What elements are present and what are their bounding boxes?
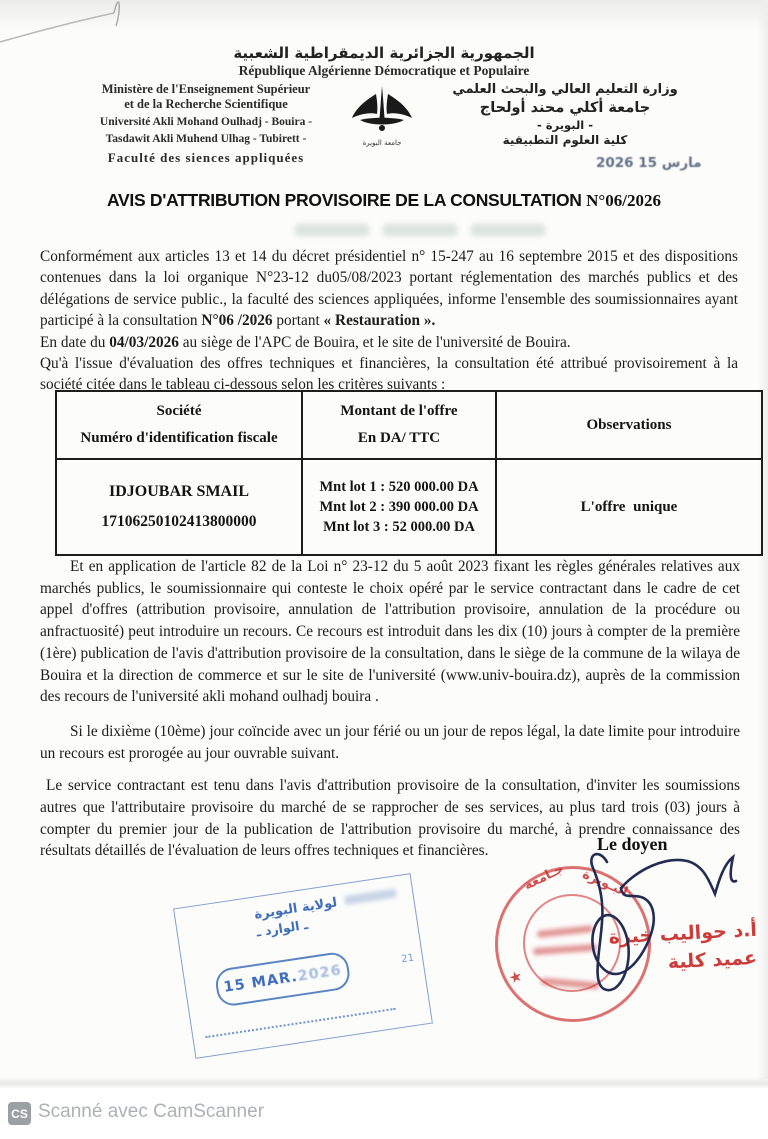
stamp-faded-text (344, 888, 397, 905)
column-header: Montant de l'offre (340, 403, 458, 419)
cell-company (56, 459, 302, 555)
stamp-dotted-line (205, 1008, 395, 1038)
stamp-date-day: 15 MAR. (222, 968, 299, 996)
stamp-star-icon: ★ (507, 968, 525, 988)
stamp-arc-text: جـامعة (521, 861, 567, 894)
legal-section (40, 556, 740, 862)
university-name-french: Université Akli Mohand Oulhadj - Bouira - (99, 116, 313, 128)
university-logo-caption: جامعة البويرة (362, 139, 402, 147)
dean-signature-label: Le doyen (597, 834, 668, 854)
ministry-line-arabic: وزارة التعليم العالي والبحث العلمي (452, 82, 678, 97)
intro-text: au siège de l'APC de Bouira, et le site de l'université de Bouira. (178, 333, 571, 351)
university-logo-icon (346, 84, 418, 136)
stamp-arc-text: البـويرة (580, 866, 630, 901)
handwritten-signature (545, 846, 763, 1014)
intro-section (40, 246, 738, 396)
university-name-tamazight: Tasdawit Akli Muhend Ulhag - Tubirett - (105, 133, 307, 145)
consultation-object: « Restauration ». (323, 312, 436, 330)
opening-date: 04/03/2026 (109, 333, 179, 351)
column-header: En DA/ TTC (357, 430, 441, 446)
scan-bottom-shadow (0, 1077, 768, 1089)
column-header: Numéro d'identification fiscale (80, 430, 278, 446)
company-name: IDJOUBAR SMAIL (108, 483, 249, 500)
column-header: Société (156, 403, 202, 419)
lot-amount: Mnt lot 3 : 52 000.00 DA (323, 519, 475, 535)
table-header-row (56, 391, 762, 459)
intro-paragraph-1 (40, 246, 738, 332)
table-row (56, 459, 762, 555)
camscanner-watermark-text: Scanné avec CamScanner (38, 1101, 265, 1122)
city-name-arabic: - البويرة - (537, 118, 593, 132)
stamp-date-box (214, 950, 352, 1007)
legal-paragraph-service: Le service contractant est tenu dans l'avis d'attribution provisoire de la consultation, d'inviter les soumissions autres que l'attributaire provisoire du marché de se rapprocher de ses services, au plus tard trois (03) jours à compter du premier jour de la publication de l'attribution provisoire du marché, à prendre connaissance des résultats détaillés de l'évaluation de leurs offres techniques et financières. (40, 777, 740, 860)
camscanner-footer (0, 1089, 768, 1139)
document-title (0, 190, 768, 211)
blue-registry-stamp (173, 873, 433, 1059)
intro-text: Qu'à l'issue d'évaluation des offres techniques et financières, la consultation été attribué provisoirement à la société citée dans le tableau ci-dessous selon les critères suivants : (40, 355, 738, 394)
cell-amounts (302, 459, 496, 555)
faculty-name-french: Faculté des siences appliquées (107, 150, 305, 165)
university-name-arabic: جامعة أكلي محند أولحاج (479, 100, 651, 116)
document-title-number: N°06/2026 (586, 191, 661, 210)
intro-text: Conformément aux articles 13 et 14 du décret présidentiel n° 15-247 au 16 septembre 2015 et des dispositions contenues dans la loi organique N°23-12 du05/08/2023 portant réglementation des marchés publics et des délégations de service public., la faculté des sciences appliquées, informe l'ensemble des soumissionnaires ayant participé à la consultation (40, 248, 738, 330)
stamp-side-number: 21 (400, 952, 415, 966)
legal-paragraph-delai: Si le dixième (10ème) jour coïncide avec un jour férié ou un jour de repos légal, la date limite pour introduire un recours est prorogée au jour ouvrable suivant. (40, 722, 740, 762)
university-logo (344, 84, 420, 146)
ministry-line: Ministère de l'Enseignement Supérieur (101, 82, 311, 96)
intro-text: portant (272, 312, 324, 330)
intro-paragraph-2 (40, 332, 738, 353)
consultation-number: N°06 /2026 (201, 312, 273, 330)
stamp-wilaya-text: لولاية البويرة (253, 895, 339, 923)
lot-amount: Mnt lot 1 : 520 000.00 DA (319, 479, 479, 495)
stamp-date-year: 2026 (296, 962, 343, 985)
faculty-name-arabic: كلية العلوم التطبيقية (502, 133, 628, 147)
stamp-arrivee-line: ـ الوارد ـ (255, 916, 309, 940)
ministry-block-french (58, 82, 354, 166)
header-cell-societe (56, 391, 302, 459)
republic-name-french: République Algérienne Démocratique et Populaire (238, 63, 530, 78)
dean-role-arabic: عميد كلية (667, 946, 758, 974)
ministry-line: et de la Recherche Scientifique (124, 97, 288, 111)
lot-amount: Mnt lot 2 : 390 000.00 DA (319, 499, 479, 515)
observation-value: L'offre unique (580, 499, 678, 515)
document-title-text: AVIS D'ATTRIBUTION PROVISOIRE DE LA CONSULTATION (107, 190, 587, 210)
fiscal-id: 17106250102413800000 (101, 513, 257, 530)
dean-name-arabic: أ.د حواليب خيرة (608, 918, 758, 949)
republic-name-arabic: الجمهورية الجزائرية الديمقراطية الشعبية (233, 44, 535, 62)
header-cell-montant (302, 391, 496, 459)
intro-text: En date du (40, 333, 110, 351)
column-header: Observations (586, 416, 672, 433)
attribution-table (55, 390, 763, 556)
bleed-through-smudge (295, 224, 545, 236)
header-cell-observations (496, 391, 762, 459)
legal-paragraph-recours: Et en application de l'article 82 de la Loi n° 23-12 du 5 août 2023 fixant les règles générales relatives aux marchés publics, le soumissionnaire qui conteste le choix opéré par le service contractant dans le cadre de cet appel d'offres (attribution provisoire, annulation de l'attribution provisoire, annulation de la procédure ou anfractuosité) peut introduire un recours. Ce recours est introduit dans les dix (10) jours à compter de la première (1ère) publication de l'avis d'attribution provisoire de la consultation, dans le siège de la commune de la wilaya de Bouira et la direction de commerce et sur le site de l'université (www.univ-bouira.dz), auprès de la commission des recours de l'université akli mohand oulhadj bouira . (40, 558, 740, 706)
received-date-stamp: 2026 مارس 15 (596, 155, 702, 171)
cell-observation (496, 459, 762, 555)
ministry-block-arabic (428, 82, 702, 147)
camscanner-icon: CS (8, 1102, 31, 1125)
